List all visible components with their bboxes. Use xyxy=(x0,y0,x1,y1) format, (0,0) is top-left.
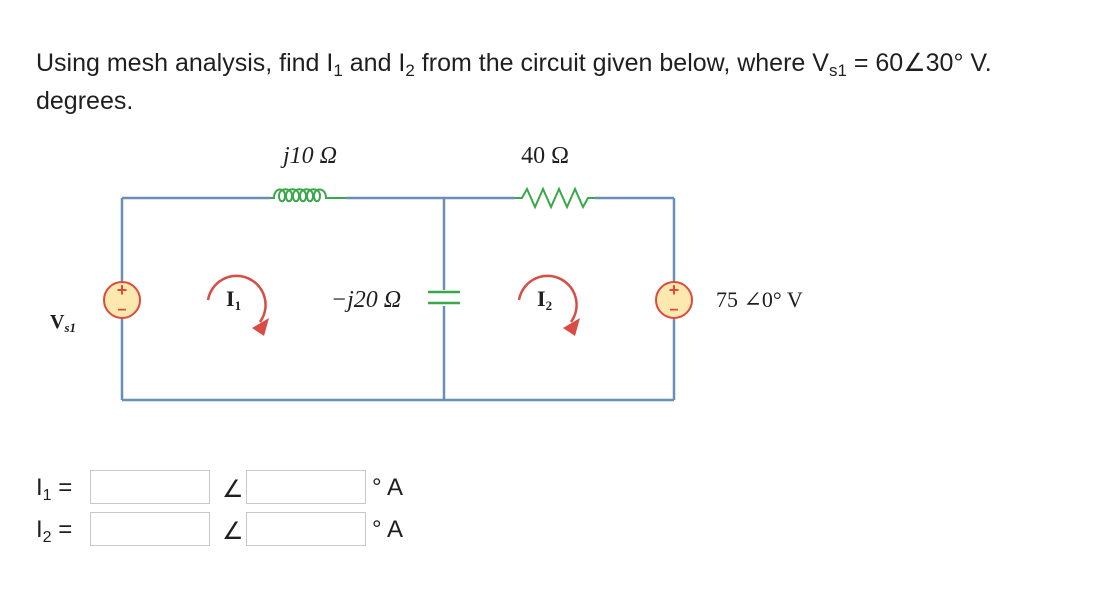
subscript: 2 xyxy=(405,61,415,80)
mesh-label-sub: 2 xyxy=(545,298,553,313)
question-text-part: 30° V. xyxy=(925,49,992,77)
question-text-part: from the circuit given below, where V xyxy=(414,49,829,77)
subscript: 1 xyxy=(333,61,343,80)
minus-sign: − xyxy=(669,302,679,319)
mesh-label-sub: 1 xyxy=(234,298,242,313)
plus-sign: + xyxy=(116,280,128,300)
mesh-current-1-label xyxy=(226,286,241,313)
angle-symbol: ∠ xyxy=(903,49,926,77)
subscript: s1 xyxy=(828,61,847,80)
answer-label-sub: 2 xyxy=(42,529,52,546)
answer-label-sub: 1 xyxy=(42,487,52,504)
minus-sign: − xyxy=(117,302,127,319)
voltage-source-1 xyxy=(104,280,140,319)
angle-symbol: ∠ xyxy=(222,476,244,503)
inductor-icon xyxy=(270,189,346,201)
equals-sign: = xyxy=(58,516,73,543)
voltage-source-2 xyxy=(656,280,692,319)
question-text-part: = 60 xyxy=(846,49,904,77)
mesh-current-2-label xyxy=(537,286,552,313)
mesh-label-text: I xyxy=(226,286,235,311)
source1-label-sub: s1 xyxy=(64,320,77,335)
i1-phase-input[interactable] xyxy=(246,470,366,504)
capacitor-label: −j20 Ω xyxy=(330,287,402,313)
resistor-icon xyxy=(515,189,595,207)
answer-label xyxy=(36,516,72,544)
mesh-label-text: I xyxy=(537,286,546,311)
source1-label xyxy=(50,311,76,335)
resistor-label: 40 Ω xyxy=(521,143,569,169)
question-text-part: Using mesh analysis, find I xyxy=(36,49,334,77)
unit-label: ° A xyxy=(372,474,403,501)
i2-magnitude-input[interactable] xyxy=(90,512,210,546)
source1-label-text: V xyxy=(50,311,65,333)
angle-symbol: ∠ xyxy=(222,518,244,545)
unit-label: ° A xyxy=(372,516,403,543)
equals-sign: = xyxy=(58,474,73,501)
plus-sign: + xyxy=(668,280,680,300)
question-text-part: and I xyxy=(342,49,406,77)
capacitor-icon xyxy=(428,292,460,303)
source2-label: 75 ∠0° V xyxy=(716,287,803,312)
inductor-label: j10 Ω xyxy=(282,143,338,169)
answer-label-text: I xyxy=(36,474,43,501)
i2-phase-input[interactable] xyxy=(246,512,366,546)
question-line-2: degrees. xyxy=(36,87,134,115)
answer-label xyxy=(36,474,72,502)
answer-label-text: I xyxy=(36,516,43,543)
i1-magnitude-input[interactable] xyxy=(90,470,210,504)
